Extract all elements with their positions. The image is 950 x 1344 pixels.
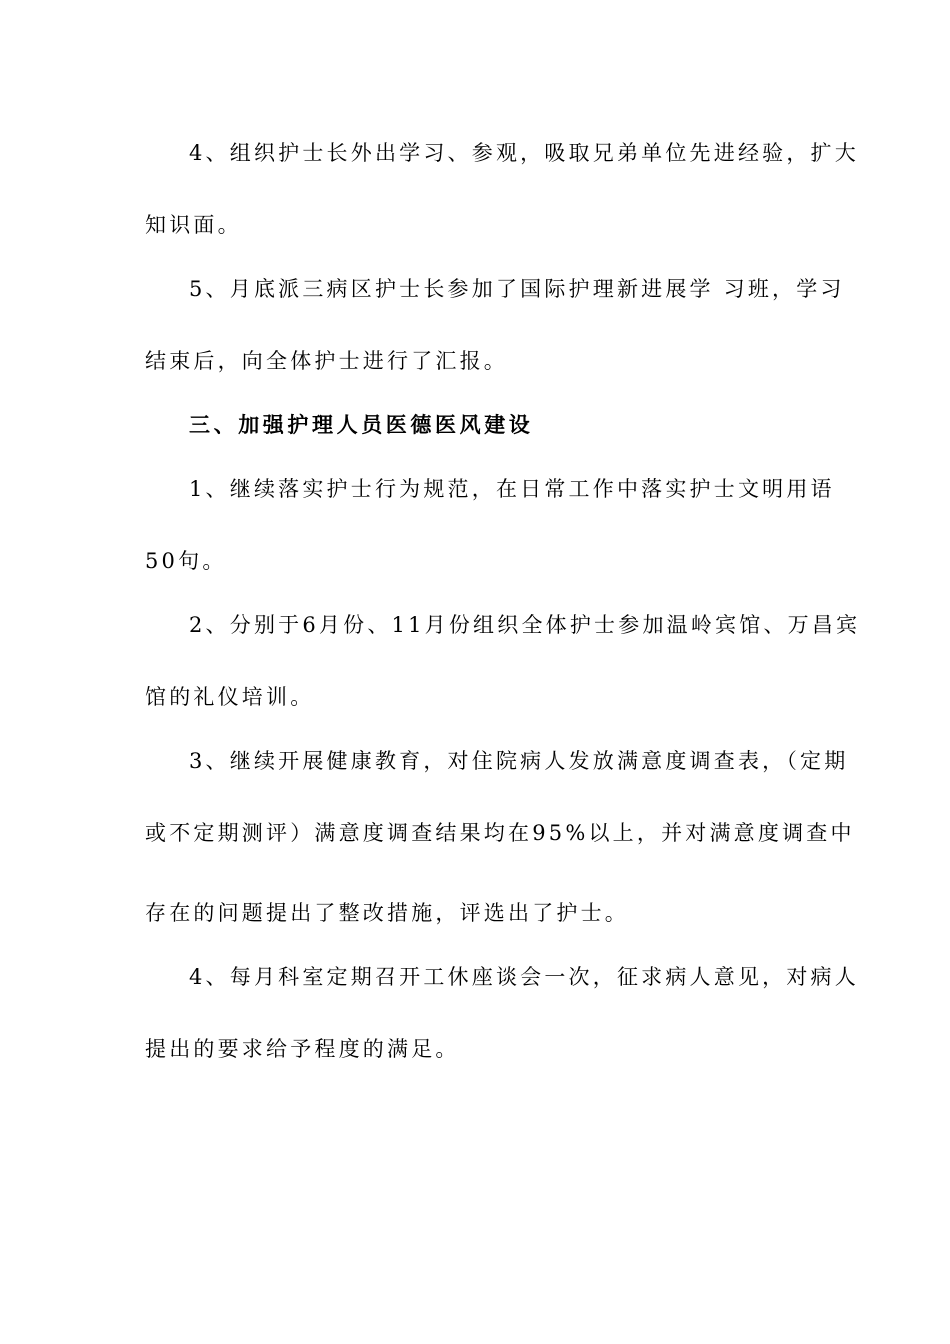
paragraph-4-line-1: 4、组织护士长外出学习、参观，吸取兄弟单位先进经验，扩大	[189, 141, 859, 165]
section-heading: 三、加强护理人员医德医风建设	[189, 412, 534, 437]
paragraph-5-line-2: 结束后，向全体护士进行了汇报。	[145, 349, 508, 373]
paragraph-5-line-1: 5、月底派三病区护士长参加了国际护理新进展学 习班，学习	[189, 277, 845, 301]
paragraph-4-line-2: 知识面。	[145, 213, 242, 237]
section-item-2-line-1: 2、分别于6月份、11月份组织全体护士参加温岭宾馆、万昌宾	[189, 613, 861, 637]
section-item-4-line-2: 提出的要求给予程度的满足。	[145, 1037, 460, 1061]
section-item-1-line-1: 1、继续落实护士行为规范，在日常工作中落实护士文明用语	[189, 477, 835, 501]
section-item-2-line-2: 馆的礼仪培训。	[145, 685, 315, 709]
section-item-3-line-2: 或不定期测评）满意度调查结果均在95%以上，并对满意度调查中	[145, 821, 855, 845]
section-item-1-line-2: 50句。	[145, 549, 227, 573]
section-item-3-line-3: 存在的问题提出了整改措施，评选出了护士。	[145, 901, 629, 925]
section-item-4-line-1: 4、每月科室定期召开工休座谈会一次，征求病人意见，对病人	[189, 965, 859, 989]
section-item-3-line-1: 3、继续开展健康教育，对住院病人发放满意度调查表，（定期	[189, 749, 849, 773]
